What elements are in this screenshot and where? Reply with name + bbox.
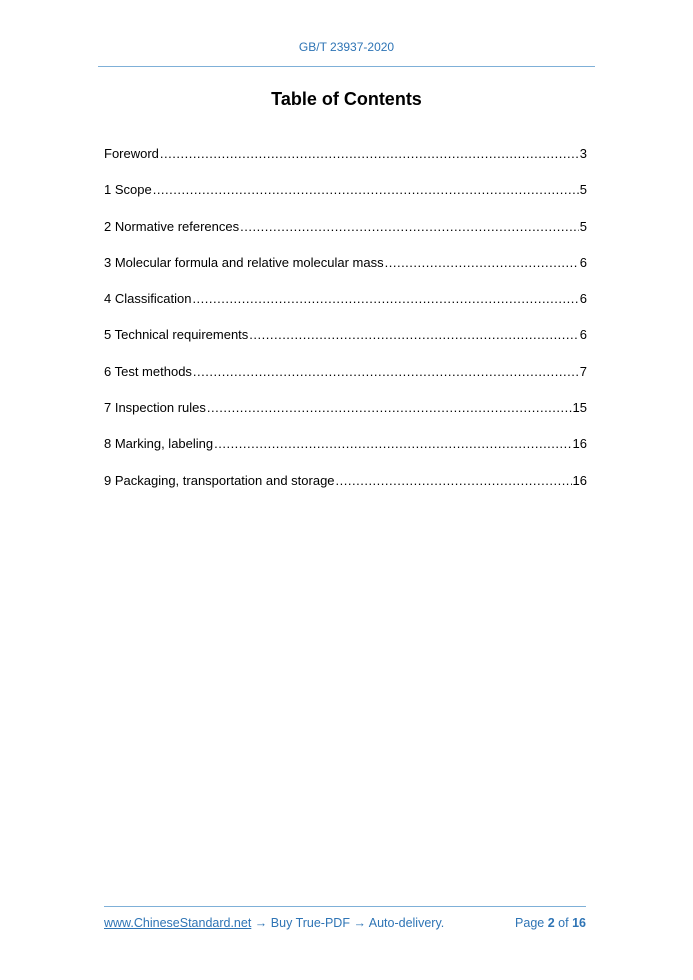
- toc-dot-leader: [240, 218, 579, 236]
- toc-entry-label: 6 Test methods: [104, 363, 192, 379]
- toc-entry-molecular-formula[interactable]: [104, 254, 587, 290]
- toc-dot-leader: [192, 290, 578, 308]
- header-divider: [98, 66, 595, 67]
- toc-dot-leader: [160, 145, 579, 163]
- toc-entry-classification[interactable]: [104, 290, 587, 326]
- toc-entry-page: 5: [579, 218, 587, 234]
- toc-entry-label: 1 Scope: [104, 182, 152, 198]
- toc-entry-label: 5 Technical requirements: [104, 327, 249, 343]
- buy-true-pdf-text: Buy True-PDF: [270, 916, 350, 930]
- toc-dot-leader: [193, 363, 579, 381]
- toc-entry-page: 6: [579, 254, 587, 270]
- toc-entry-page: 6: [579, 327, 587, 343]
- auto-delivery-text: Auto-delivery.: [368, 916, 445, 930]
- toc-entry-normative-references[interactable]: [104, 218, 587, 254]
- toc-dot-leader: [336, 472, 572, 490]
- page-title: Table of Contents: [271, 89, 422, 109]
- toc-entry-label: 2 Normative references: [104, 218, 240, 234]
- toc-entry-scope[interactable]: [104, 181, 587, 217]
- of-word: of: [558, 916, 569, 930]
- toc-entry-technical-requirements[interactable]: [104, 326, 587, 362]
- footer: [104, 916, 586, 930]
- header-standard-number: GB/T 23937-2020: [298, 40, 395, 54]
- toc-entry-foreword[interactable]: [104, 145, 587, 181]
- page-indicator: [515, 916, 586, 930]
- total-pages-number: 16: [572, 916, 586, 930]
- toc-dot-leader: [214, 435, 571, 453]
- toc-entry-page: 16: [572, 436, 587, 452]
- arrow-right-icon: →: [254, 916, 268, 930]
- toc-entry-packaging[interactable]: [104, 472, 587, 508]
- page-word: Page: [515, 916, 545, 930]
- toc-entry-marking-labeling[interactable]: [104, 435, 587, 471]
- toc-entry-page: 5: [579, 182, 587, 198]
- toc-entry-page: 7: [579, 363, 587, 379]
- toc-entry-page: 15: [572, 400, 587, 416]
- table-of-contents: [104, 145, 587, 508]
- toc-entry-label: 3 Molecular formula and relative molecular mass: [104, 254, 384, 270]
- toc-entry-inspection-rules[interactable]: [104, 399, 587, 435]
- current-page-number: 2: [547, 916, 555, 930]
- toc-entry-label: 9 Packaging, transportation and storage: [104, 472, 335, 488]
- toc-entry-label: Foreword: [104, 146, 159, 161]
- toc-dot-leader: [385, 254, 579, 272]
- toc-entry-page: 16: [572, 472, 587, 488]
- toc-entry-page: 3: [579, 146, 587, 161]
- toc-dot-leader: [249, 326, 578, 344]
- website-link[interactable]: www.ChineseStandard.net: [104, 916, 252, 930]
- toc-entry-label: 4 Classification: [104, 291, 192, 307]
- toc-dot-leader: [153, 181, 579, 199]
- arrow-right-icon: →: [353, 916, 366, 930]
- toc-entry-page: 6: [579, 291, 587, 307]
- toc-dot-leader: [207, 399, 572, 417]
- footer-divider: [104, 906, 586, 907]
- toc-entry-test-methods[interactable]: [104, 363, 587, 399]
- toc-entry-label: 8 Marking, labeling: [104, 436, 214, 452]
- toc-entry-label: 7 Inspection rules: [104, 400, 206, 416]
